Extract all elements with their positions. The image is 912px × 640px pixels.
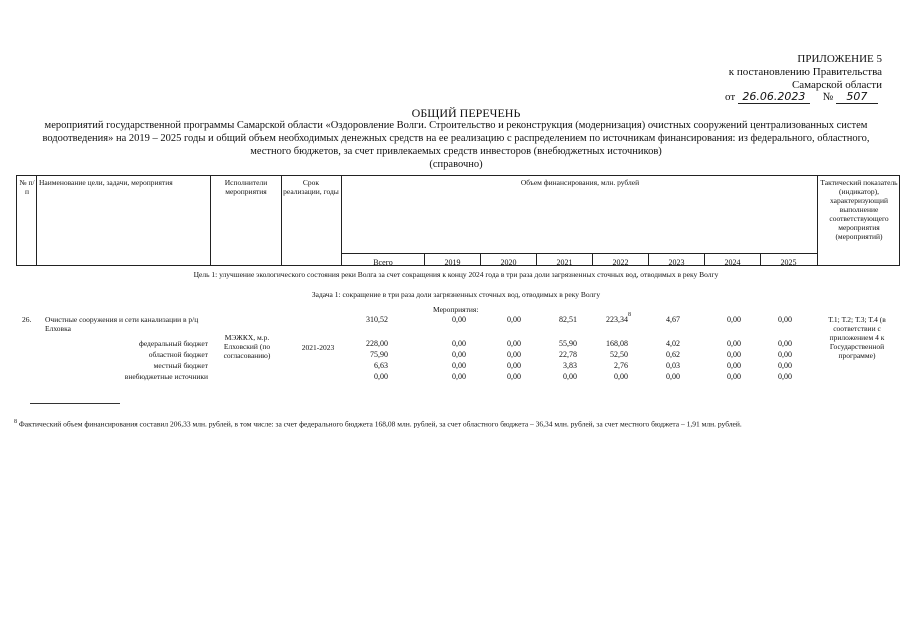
- row-label-federal: федеральный бюджет: [138, 339, 208, 348]
- value-total-col1: 0,00: [452, 315, 466, 324]
- col-header-2025: 2025: [780, 258, 797, 267]
- col-header-2021: 2021: [556, 258, 573, 267]
- value-regional-col3: 22,78: [559, 350, 577, 359]
- value-total-col5: 4,67: [666, 315, 680, 324]
- value-regional-col6: 0,00: [727, 350, 741, 359]
- row-label-extrabudget: внебюджетные источники: [124, 372, 208, 381]
- col-header-executor: Исполнители мероприятия: [224, 178, 268, 196]
- document-desc-line3: местного бюджетов, за счет привлекаемых средств инвесторов (внебюджетных источников): [250, 146, 662, 157]
- item-name: Очистные сооружения и сети канализации в р/ц Елховка: [45, 315, 199, 333]
- value-federal-col0: 228,00: [366, 339, 388, 348]
- value-local-col3: 3,83: [563, 361, 577, 370]
- item-indicator: Т.1; Т.2; Т.3; Т.4 (в соответствии с приложением 4 к Государственной программе): [828, 315, 886, 360]
- handwritten-date: 26.06.2023: [738, 90, 810, 104]
- value-total-col7: 0,00: [778, 315, 792, 324]
- number-prefix: №: [822, 91, 834, 103]
- goal-text: Цель 1: улучшение экологического состояния реки Волга за счет сокращения к концу 2024 года в три раза доли загрязненных сточных вод, отводимых в реку Волгу: [193, 270, 719, 279]
- appendix-line1: к постановлению Правительства: [728, 66, 882, 78]
- value-federal-col2: 0,00: [507, 339, 521, 348]
- col-header-2023: 2023: [668, 258, 685, 267]
- value-total-col3: 82,51: [559, 315, 577, 324]
- value-regional-col0: 75,90: [370, 350, 388, 359]
- value-federal-col5: 4,02: [666, 339, 680, 348]
- value-local-col4: 2,76: [614, 361, 628, 370]
- date-prefix: от: [725, 91, 736, 103]
- col-header-total: Всего: [373, 258, 393, 267]
- finance-table-header: [16, 175, 900, 266]
- value-local-col0: 6,63: [374, 361, 388, 370]
- value-extrabudget-col6: 0,00: [727, 372, 741, 381]
- value-local-col5: 0,03: [666, 361, 680, 370]
- footnote-separator: [30, 403, 120, 404]
- col-header-number: № п/п: [19, 178, 35, 196]
- handwritten-number: 507: [836, 90, 878, 104]
- value-local-col6: 0,00: [727, 361, 741, 370]
- value-regional-col7: 0,00: [778, 350, 792, 359]
- value-extrabudget-col2: 0,00: [507, 372, 521, 381]
- footnote-text: Фактический объем финансирования составил 206,33 млн. рублей, в том числе: за счет федерального бюджета 168,08 млн. рублей, за счет областного бюджета – 36,34 млн. рублей, за счет местного бюджета – 1,91 млн. рублей.: [18, 419, 742, 429]
- item-number: 26.: [22, 315, 32, 324]
- value-extrabudget-col0: 0,00: [374, 372, 388, 381]
- value-regional-col2: 0,00: [507, 350, 521, 359]
- value-extrabudget-col7: 0,00: [778, 372, 792, 381]
- col-header-2022: 2022: [612, 258, 629, 267]
- value-extrabudget-col5: 0,00: [666, 372, 680, 381]
- col-header-2024: 2024: [724, 258, 741, 267]
- appendix-title: ПРИЛОЖЕНИЕ 5: [797, 53, 882, 65]
- col-header-finance: Объем финансирования, млн. рублей: [520, 178, 640, 187]
- value-federal-col6: 0,00: [727, 339, 741, 348]
- document-desc-line2: водоотведения» на 2019 – 2025 годы и общий объем необходимых денежных средств на ее реализацию с распределением по источникам финансирования: из федерального, областного,: [42, 133, 870, 144]
- task-text: Задача 1: сокращение в три раза доли загрязненных сточных вод, отводимых в реку Волгу: [311, 290, 601, 299]
- value-extrabudget-col4: 0,00: [614, 372, 628, 381]
- value-local-col7: 0,00: [778, 361, 792, 370]
- row-label-regional: областной бюджет: [148, 350, 208, 359]
- footnote-mark: 8: [14, 419, 17, 425]
- footnote: [14, 418, 904, 429]
- col-header-name: Наименование цели, задачи, мероприятия: [39, 178, 173, 187]
- value-federal-col7: 0,00: [778, 339, 792, 348]
- appendix-line2: Самарской области: [791, 79, 882, 91]
- col-header-term: Срок реализации, годы: [283, 178, 339, 196]
- value-total-col4: 223,34: [606, 315, 628, 324]
- col-header-indicator: Тактический показатель (индикатор), характеризующий выполнение соответствующего мероприятия (мероприятий): [820, 178, 898, 241]
- appendix-date-line: [725, 90, 895, 104]
- row-label-local: местный бюджет: [153, 361, 208, 370]
- value-local-col1: 0,00: [452, 361, 466, 370]
- value-federal-col4: 168,08: [606, 339, 628, 348]
- document-title: ОБЩИЙ ПЕРЕЧЕНЬ: [411, 106, 521, 120]
- value-regional-col4: 52,50: [610, 350, 628, 359]
- value-extrabudget-col3: 0,00: [563, 372, 577, 381]
- value-federal-col1: 0,00: [452, 339, 466, 348]
- footnote-mark-ref: 8: [628, 312, 631, 318]
- col-header-2019: 2019: [444, 258, 461, 267]
- value-federal-col3: 55,90: [559, 339, 577, 348]
- document-desc-line1: мероприятий государственной программы Самарской области «Оздоровление Волги. Строительство и реконструкция (модернизация) очистных сооружений централизованных систем: [44, 120, 868, 131]
- value-local-col2: 0,00: [507, 361, 521, 370]
- value-regional-col5: 0,62: [666, 350, 680, 359]
- col-header-2020: 2020: [500, 258, 517, 267]
- value-extrabudget-col1: 0,00: [452, 372, 466, 381]
- value-regional-col1: 0,00: [452, 350, 466, 359]
- item-term: 2021-2023: [301, 343, 335, 352]
- value-total-col6: 0,00: [727, 315, 741, 324]
- item-executor: МЭЖКХ, м.р. Елховский (по согласованию): [223, 333, 271, 360]
- document-desc-line4: (справочно): [429, 159, 483, 170]
- value-total-col0: 310,52: [366, 315, 388, 324]
- events-label: Мероприятия:: [433, 305, 479, 314]
- value-total-col2: 0,00: [507, 315, 521, 324]
